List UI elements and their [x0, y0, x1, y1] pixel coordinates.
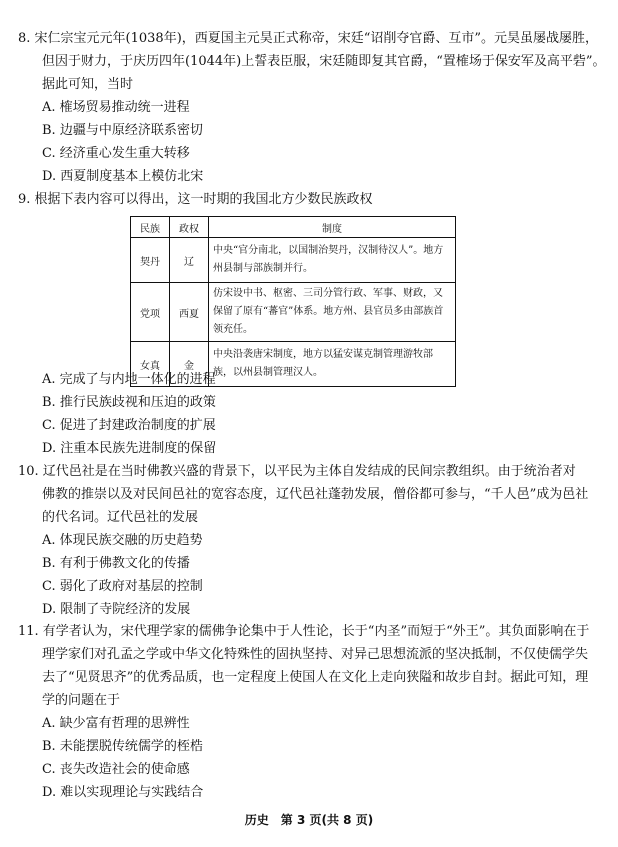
- table-header-system: 制度: [209, 217, 456, 238]
- question-8-stem-line: 据此可知，当时: [42, 77, 134, 92]
- table-row: [131, 238, 456, 283]
- table-cell-regime: 西夏: [170, 283, 209, 342]
- question-11-option-c[interactable]: C. 丧失改造社会的使命感: [42, 762, 190, 777]
- question-8-option-a[interactable]: A. 榷场贸易推动统一进程: [42, 100, 190, 115]
- question-10-option-c[interactable]: C. 弱化了政府对基层的控制: [42, 579, 203, 594]
- table-cell-regime: 金: [170, 342, 209, 387]
- question-11-stem-line: 11. 有学者认为，宋代理学家的儒佛争论集中于人性论，长于“内圣”而短于“外王”。其负面影响在于: [18, 624, 590, 639]
- table-row: [131, 283, 456, 342]
- question-9-option-c[interactable]: C. 促进了封建政治制度的扩展: [42, 418, 216, 433]
- question-9-stem: 9. 根据下表内容可以得出，这一时期的我国北方少数民族政权: [18, 192, 373, 207]
- table-cell-system: 中央沿袭唐宋制度，地方以猛安谋克制管理游牧部族，以州县制管理汉人。: [209, 342, 456, 387]
- table-cell-regime: 辽: [170, 238, 209, 283]
- ethnic-regime-system-table: [130, 216, 456, 387]
- question-11-stem-line: 学的问题在于: [42, 693, 121, 708]
- question-11-option-d[interactable]: D. 难以实现理论与实践结合: [42, 785, 204, 800]
- question-8-option-d[interactable]: D. 西夏制度基本上模仿北宋: [42, 169, 204, 184]
- question-8-option-c[interactable]: C. 经济重心发生重大转移: [42, 146, 190, 161]
- table-cell-ethnicity: 党项: [131, 283, 170, 342]
- question-10-stem-line: 10. 辽代邑社是在当时佛教兴盛的背景下，以平民为主体自发结成的民间宗教组织。由于统治者对: [18, 464, 576, 479]
- question-9-option-b[interactable]: B. 推行民族歧视和压迫的政策: [42, 395, 216, 410]
- question-10-stem-line: 的代名词。辽代邑社的发展: [42, 510, 199, 525]
- question-11-option-a[interactable]: A. 缺少富有哲理的思辨性: [42, 716, 190, 731]
- question-10-option-d[interactable]: D. 限制了寺院经济的发展: [42, 602, 191, 617]
- question-10-option-a[interactable]: A. 体现民族交融的历史趋势: [42, 533, 203, 548]
- table-cell-ethnicity: 女真: [131, 342, 170, 387]
- question-8: [18, 27, 606, 188]
- table-header-row: [131, 217, 456, 238]
- question-10-option-b[interactable]: B. 有利于佛教文化的传播: [42, 556, 190, 571]
- question-11-stem-line: 理学家们对孔孟之学或中华文化特殊性的固执坚持、对异己思想流派的坚决抵制，不仅使儒学失: [42, 647, 589, 662]
- table-header-ethnicity: 民族: [131, 217, 170, 238]
- question-8-stem-line: 8. 宋仁宗宝元元年(1038年)，西夏国主元昊正式称帝，宋廷“诏削夺官爵、互市”。元昊虽屡战屡胜，: [18, 31, 599, 46]
- question-9-option-d[interactable]: D. 注重本民族先进制度的保留: [42, 441, 217, 456]
- question-11-option-b[interactable]: B. 未能摆脱传统儒学的桎梏: [42, 739, 203, 754]
- question-9-options: [18, 368, 596, 460]
- table-header-regime: 政权: [170, 217, 209, 238]
- page-footer: 历史 第 3 页(共 8 页): [244, 813, 374, 827]
- question-8-option-b[interactable]: B. 边疆与中原经济联系密切: [42, 123, 203, 138]
- question-8-stem-line: 但因于财力，于庆历四年(1044年)上誓表臣服，宋廷随即复其官爵，“置榷场于保安军及高平砦”。: [42, 54, 606, 69]
- question-10: [18, 460, 596, 621]
- table-cell-system: 仿宋设中书、枢密、三司分管行政、军事、财政，又保留了原有“蕃官”体系。地方州、县官员多由部族首领充任。: [209, 283, 456, 342]
- question-11-stem-line: 去了“见贤思齐”的优秀品质，也一定程度上使国人在文化上走向狭隘和故步自封。据此可知，理: [42, 670, 589, 685]
- question-11: [18, 620, 596, 804]
- table-cell-system: 中央“官分南北，以国制治契丹，汉制待汉人”。地方州县制与部族制并行。: [209, 238, 456, 283]
- question-10-stem-line: 佛教的推崇以及对民间邑社的宽容态度，辽代邑社蓬勃发展，僧俗都可参与，“千人邑”成为邑社: [42, 487, 589, 502]
- table-cell-ethnicity: 契丹: [131, 238, 170, 283]
- question-9-option-a[interactable]: A. 完成了与内地一体化的进程: [42, 372, 216, 387]
- question-9: [18, 188, 596, 211]
